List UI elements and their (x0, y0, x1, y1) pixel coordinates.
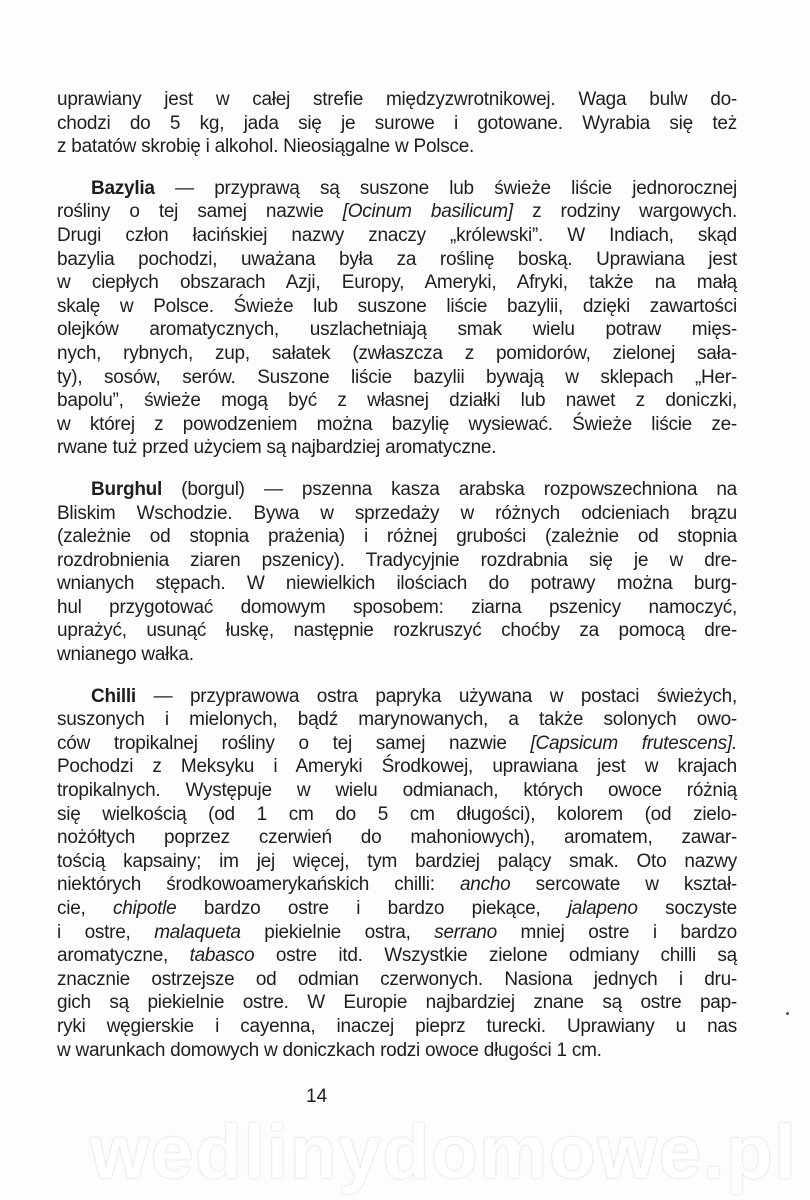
text-line (57, 177, 737, 201)
text-run: w warunkach domowych w doniczkach rodzi owoce długości 1 cm. (57, 1039, 602, 1061)
text-line (57, 248, 737, 272)
text-line (57, 803, 737, 827)
text-line (57, 708, 737, 732)
italic-text: ancho (459, 874, 511, 896)
text-run: (borgul) — pszenna kasza arabska rozpowszechniona na (162, 478, 737, 500)
text-run: ców tropikalnej rośliny o tej samej nazwie (57, 732, 531, 754)
text-line (57, 112, 737, 136)
text-line (57, 873, 737, 897)
text-line (57, 968, 737, 992)
text-run: skalę w Polsce. Świeże lub suszone liście bazylii, dzięki zawartości (57, 295, 737, 317)
text-line (57, 436, 737, 460)
italic-text: malaqueta (154, 921, 241, 943)
text-line (57, 135, 737, 159)
text-run: hul przygotować domowym sposobem: ziarna pszenicy namoczyć, (57, 596, 737, 618)
text-line (57, 685, 737, 709)
text-run: cie, (57, 898, 113, 919)
text-run: znacznie ostrzejsze od odmian czerwonych. Nasiona jednych i dru- (57, 968, 737, 990)
text-run: uprażyć, usunąć łuskę, następnie rozkruszyć choćby za pomocą dre- (57, 620, 737, 642)
text-run: soczyste (637, 898, 737, 919)
text-run: ty), sosów, serów. Suszone liście bazylii bywają w sklepach „Her- (57, 366, 737, 388)
text-run: piekielnie ostra, (240, 921, 435, 943)
text-line (57, 850, 737, 874)
italic-text: [Ocinum basilicum] (342, 201, 513, 223)
text-run: olejków aromatycznych, uszlachetniają smak wielu potraw mięs- (57, 319, 737, 341)
text-line (57, 1039, 737, 1063)
text-line (57, 596, 737, 620)
text-line (57, 549, 737, 573)
text-line (57, 525, 737, 549)
text-run: tropikalnych. Występuje w wielu odmianach, których owoce różnią (57, 780, 737, 802)
paragraph (57, 685, 737, 1063)
italic-text: serrano (434, 921, 497, 943)
text-run: suszonych i mielonych, bądź marynowanych, a także solonych owo- (57, 709, 737, 731)
text-run: aromatyczne, (57, 945, 190, 967)
text-run: — przyprawą są suszone lub świeże liście jednorocznej (154, 177, 737, 199)
text-line (57, 271, 737, 295)
italic-text: [Capsicum frutescens]. (530, 732, 737, 754)
watermark: wedlinydomowe.pl (90, 1110, 798, 1195)
entry-term: Bazylia (91, 177, 155, 199)
text-run: Drugi człon łacińskiej nazwy znaczy „królewski”. W Indiach, skąd (57, 224, 737, 246)
italic-text: tabasco (189, 945, 255, 967)
text-run: tością kapsainy; im jej więcej, tym bardziej palący smak. Oto nazwy (57, 850, 737, 872)
text-line (57, 295, 737, 319)
text-line (57, 779, 737, 803)
text-run: — przyprawowa ostra papryka używana w postaci świeżych, (135, 685, 737, 707)
text-run: rośliny o tej samej nazwie (57, 201, 343, 223)
text-run: ostre itd. Wszystkie zielone odmiany chilli są (254, 945, 737, 967)
text-line (57, 572, 737, 596)
text-run: się wielkością (od 1 cm do 5 cm długości), kolorem (od zielo- (57, 803, 737, 825)
text-line (57, 389, 737, 413)
scan-speck (786, 1012, 789, 1015)
text-line (57, 944, 737, 968)
entry-term: Chilli (91, 685, 136, 707)
text-line (57, 1015, 737, 1039)
text-run: ryki węgierskie i cayenna, inaczej pieprz turecki. Uprawiany u nas (57, 1015, 737, 1037)
text-run: wnianego wałka. (57, 644, 194, 666)
text-run: gich są piekielnie ostre. W Europie najbardziej znane są ostre pap- (57, 992, 737, 1014)
text-run: mniej ostre i bardzo (496, 921, 737, 943)
text-line (57, 921, 737, 945)
text-line (57, 502, 737, 526)
paragraph (57, 177, 737, 460)
italic-text: chipotle (112, 898, 177, 919)
text-line (57, 88, 737, 112)
text-line (57, 897, 737, 921)
text-run: z batatów skrobię i alkohol. Nieosiągalne w Polsce. (57, 136, 475, 158)
text-line (57, 755, 737, 779)
text-run: w ciepłych obszarach Azji, Europy, Ameryki, Afryki, także na małą (57, 272, 737, 294)
text-run: w której z powodzeniem można bazylię wysiewać. Świeże liście ze- (57, 413, 737, 435)
paragraph (57, 478, 737, 667)
text-line (57, 224, 737, 248)
text-run: rozdrobnienia ziaren pszenicy). Tradycyjnie rozdrabnia się je w dre- (57, 549, 737, 571)
text-line (57, 342, 737, 366)
text-line (57, 826, 737, 850)
text-run: wnianych stępach. W niewielkich ilościach do potrawy można burg- (57, 573, 737, 595)
text-run: uprawiany jest w całej strefie międzyzwrotnikowej. Waga bulw do- (57, 89, 737, 110)
text-run: nożółtych poprzez czerwień do mahoniowych), aromatem, zawar- (57, 827, 737, 849)
text-line (57, 366, 737, 390)
text-line (57, 619, 737, 643)
italic-text: jalapeno (567, 898, 638, 919)
text-line (57, 732, 737, 756)
text-run: (zależnie od stopnia prażenia) i różnej grubości (zależnie od stopnia (57, 526, 737, 548)
paragraph (57, 88, 737, 159)
text-run: z rodziny wargowych. (512, 201, 737, 223)
text-line (57, 643, 737, 667)
text-line (57, 413, 737, 437)
entry-term: Burghul (91, 478, 163, 500)
text-run: nych, rybnych, zup, sałatek (zwłaszcza z pomidorów, zielonej sała- (57, 342, 737, 364)
text-run: i ostre, (57, 921, 155, 943)
text-run: sercowate w kształ- (510, 874, 738, 896)
text-line (57, 478, 737, 502)
text-run: rwane tuż przed użyciem są najbardziej aromatyczne. (57, 437, 497, 459)
text-run: bazylia pochodzi, uważana była za roślinę boską. Uprawiana jest (57, 248, 737, 270)
text-run: chodzi do 5 kg, jada się je surowe i gotowane. Wyrabia się też (57, 112, 737, 134)
text-run: Pochodzi z Meksyku i Ameryki Środkowej, uprawiana jest w krajach (57, 756, 737, 778)
text-run: Bliskim Wschodzie. Bywa w sprzedaży w różnych odcieniach brązu (57, 502, 737, 524)
text-line (57, 991, 737, 1015)
page-number: 14 (306, 1086, 328, 1107)
page-body (57, 88, 737, 1080)
text-run: bardzo ostre i bardzo piekące, (176, 898, 568, 919)
text-run: bapolu”, świeże mogą być z własnej działki lub nawet z doniczki, (57, 390, 737, 412)
text-line (57, 318, 737, 342)
text-run: niektórych środkowoamerykańskich chilli: (57, 874, 460, 896)
text-line (57, 200, 737, 224)
